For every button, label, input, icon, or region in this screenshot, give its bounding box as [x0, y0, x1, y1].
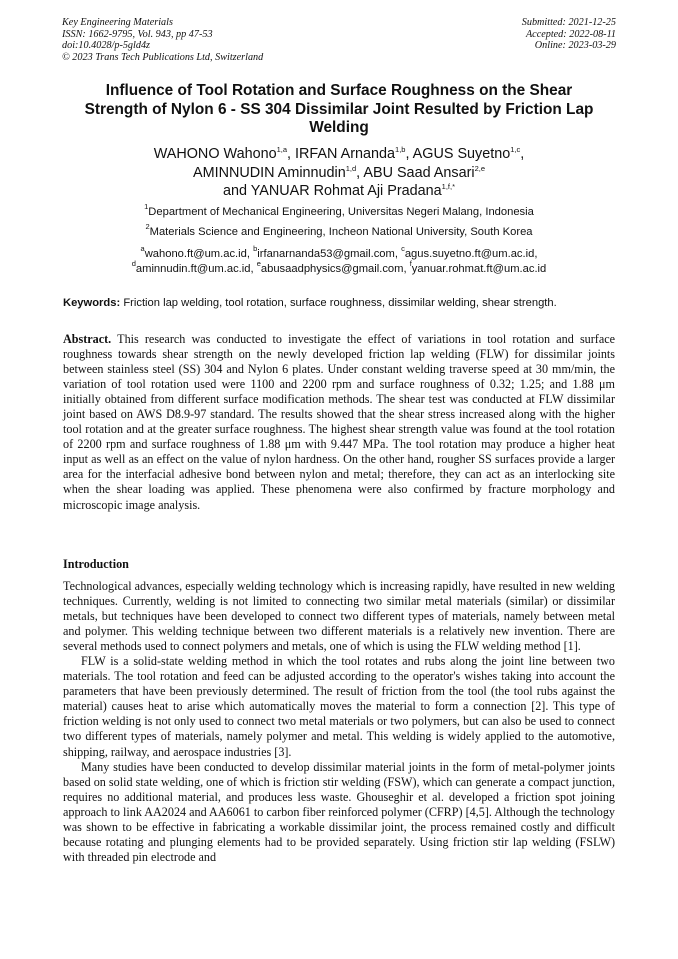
author-sup: 2,e — [474, 163, 486, 173]
paper-title — [58, 82, 620, 138]
keywords-text: Friction lap welding, tool rotation, surface roughness, dissimilar welding, shear strength. — [123, 297, 557, 309]
paragraph: FLW is a solid-state welding method in which the tool rotates and rubs along the joint line between two materials. The tool rotation and feed can be adjusted according to the operator's wishes taking into account the parameters that have been previously determined. The result of friction from the tool (the tool rubs against the material) causes heat to arise which automatically moves the material to form a connection [2]. This type of friction welding is not only used to connect two metal materials or two polymers, but can also be used to connect two different types of materials, namely polymer and metal. This welding is widely applied to the automotive, shipping, railway, and aerospace industries [3]. — [63, 654, 615, 759]
email-link[interactable]: yanuar.rohmat.ft@um.ac.id — [411, 262, 547, 275]
online-date: Online: 2023-03-29 — [534, 40, 616, 52]
email-link[interactable]: abusaadphysics@gmail.com — [260, 262, 404, 275]
email-link[interactable]: irfanarnanda53@gmail.com — [257, 248, 395, 260]
email-link[interactable]: wahono.ft@um.ac.id — [144, 248, 247, 260]
author-name: and YANUAR Rohmat Aji Pradana — [223, 183, 442, 200]
author-name: WAHONO Wahono — [153, 146, 277, 162]
author-sup: 1,b — [395, 145, 406, 154]
journal-info — [62, 17, 263, 63]
keywords-label: Keywords: — [63, 297, 121, 309]
copyright: © 2023 Trans Tech Publications Ltd, Switzerland — [62, 51, 264, 63]
abstract — [63, 332, 615, 513]
submitted-date: Submitted: 2021-12-25 — [521, 17, 616, 28]
affiliation-2 — [58, 222, 620, 239]
affiliation-1 — [58, 202, 620, 219]
email-sup: a — [140, 244, 145, 253]
title-line: Welding — [309, 119, 369, 136]
author-sup: 1,f,* — [441, 182, 455, 192]
aff-text: Materials Science and Engineering, Incheon National University, South Korea — [149, 226, 533, 238]
email-sup: c — [401, 244, 405, 253]
aff-sup: 1 — [144, 202, 149, 211]
doi: doi:10.4028/p-5gld4z — [62, 40, 151, 52]
issn: ISSN: 1662-9795, Vol. 943, pp 47-53 — [62, 28, 213, 40]
journal-name: Key Engineering Materials — [62, 17, 173, 28]
author-list: WAHONO Wahono$^{1,a}$, IRFAN Arnanda$^{1,b}$, AGUS Suyetno$^{1,c}$, AMINNUDIN Aminnudin$^{1,d}$, ABU Saad Ansari$^{2,e}$ and YANUAR Rohmat Aji Pradana$^{1,f,*}$ — [153, 145, 525, 200]
author-name: ABU Saad Ansari — [363, 164, 475, 181]
email-sup: b — [253, 244, 258, 253]
author-name: AGUS Suyetno — [412, 146, 511, 162]
paragraph: Technological advances, especially welding technology which is increasing rapidly, have resulted in new welding techniques. Currently, welding is not limited to connecting two similar metal materials (similar) or dissimilar metals, but techniques have been developed to connect two different types of materials, namely between metal and polymer. This welding technique between two different materials is a relatively new invention. There are several methods used to connect polymers and metals, one of which is using the FLW welding method [1]. — [63, 579, 615, 654]
author-name: AMINNUDIN Aminnudin — [192, 164, 346, 181]
abstract-text: This research was conducted to investigate the effect of variations in tool rotation and surface roughness towards shear strength on the newly developed friction lap welding (FLW) for dissimilar joints between stainless steel (SS) 304 and Nylon 6 plates. Under constant welding traverse speed at 30 mm/min, the variation of tool rotation used were 1100 and 2200 rpm and surface roughness of 0.32; 1.25; and 1.88 μm initially obtained from different surface modification methods. The shear test was conducted at FLW dissimilar joint based on AWS D8.9-97 standard. The results showed that the shear stress increased along with the higher tool rotation and at the greater surface roughness. The highest shear strength value was found at the tool rotation of 2200 rpm and surface roughness of 1.88 μm with 9.447 MPa. The tool rotation may produce a higher heat input as well as an effect on the value of nylon hardness. On the other hand, rougher SS surfaces provide a larger area for the interfacial adhesive bond between nylon and metal; therefore, they can act as an interlocking site when the shear loading was applied. These phenomena were also confirmed by fracture morphology and microscopic image analysis. — [63, 332, 615, 512]
email-link[interactable]: aminnudin.ft@um.ac.id — [135, 262, 251, 275]
email-sup: e — [256, 258, 261, 268]
aff-text: Department of Mechanical Engineering, Universitas Negeri Malang, Indonesia — [148, 206, 534, 218]
abstract-label: Abstract. — [63, 332, 112, 346]
keywords — [63, 296, 623, 310]
email-sup: d — [131, 258, 136, 268]
author-sup: 1,a — [276, 145, 288, 154]
section-heading: Introduction — [63, 557, 129, 571]
title-line: Strength of Nylon 6 - SS 304 Dissimilar Joint Resulted by Friction Lap — [84, 100, 594, 118]
email-list: $^a$wahono.ft@um.ac.id, $^b$irfanarnanda53@gmail.com, $^c$agus.suyetno.ft@um.ac.id, $^d$aminnudin.ft@um.ac.id, $^e$abusaadphysics@gmail.com, $^f$yanuar.rohmat.ft@um.ac.id — [131, 244, 547, 275]
publication-dates — [522, 17, 616, 52]
email-link[interactable]: agus.suyetno.ft@um.ac.id — [404, 248, 535, 260]
paragraph: Many studies have been conducted to develop dissimilar material joints in the form of metal-polymer joints based on solid state welding, one of which is friction stir welding (FSW), which can generate a compact junction, requires no additional material, and produces less waste. Ghouseghir et al. developed a friction spot joining approach to link AA2024 and AA6061 to carbon fiber reinforced polymer (CFRP) [4,5]. Although the technology was shown to be effective in fabricating a workable dissimilar joint, the process remained costly and difficult because rotating and plunging elements had to be provided separately. Using friction stir lap welding (FSLW) with threaded pin electrode and — [63, 759, 615, 864]
accepted-date: Accepted: 2022-08-11 — [525, 28, 616, 40]
author-sup: 1,c — [510, 145, 521, 154]
author-name: IRFAN Arnanda — [295, 146, 396, 162]
title-line: Influence of Tool Rotation and Surface Roughness on the Shear — [105, 82, 573, 99]
introduction-body — [63, 579, 615, 865]
aff-sup: 2 — [145, 222, 150, 231]
email-sup: f — [409, 258, 412, 268]
author-sup: 1,d — [345, 163, 357, 173]
